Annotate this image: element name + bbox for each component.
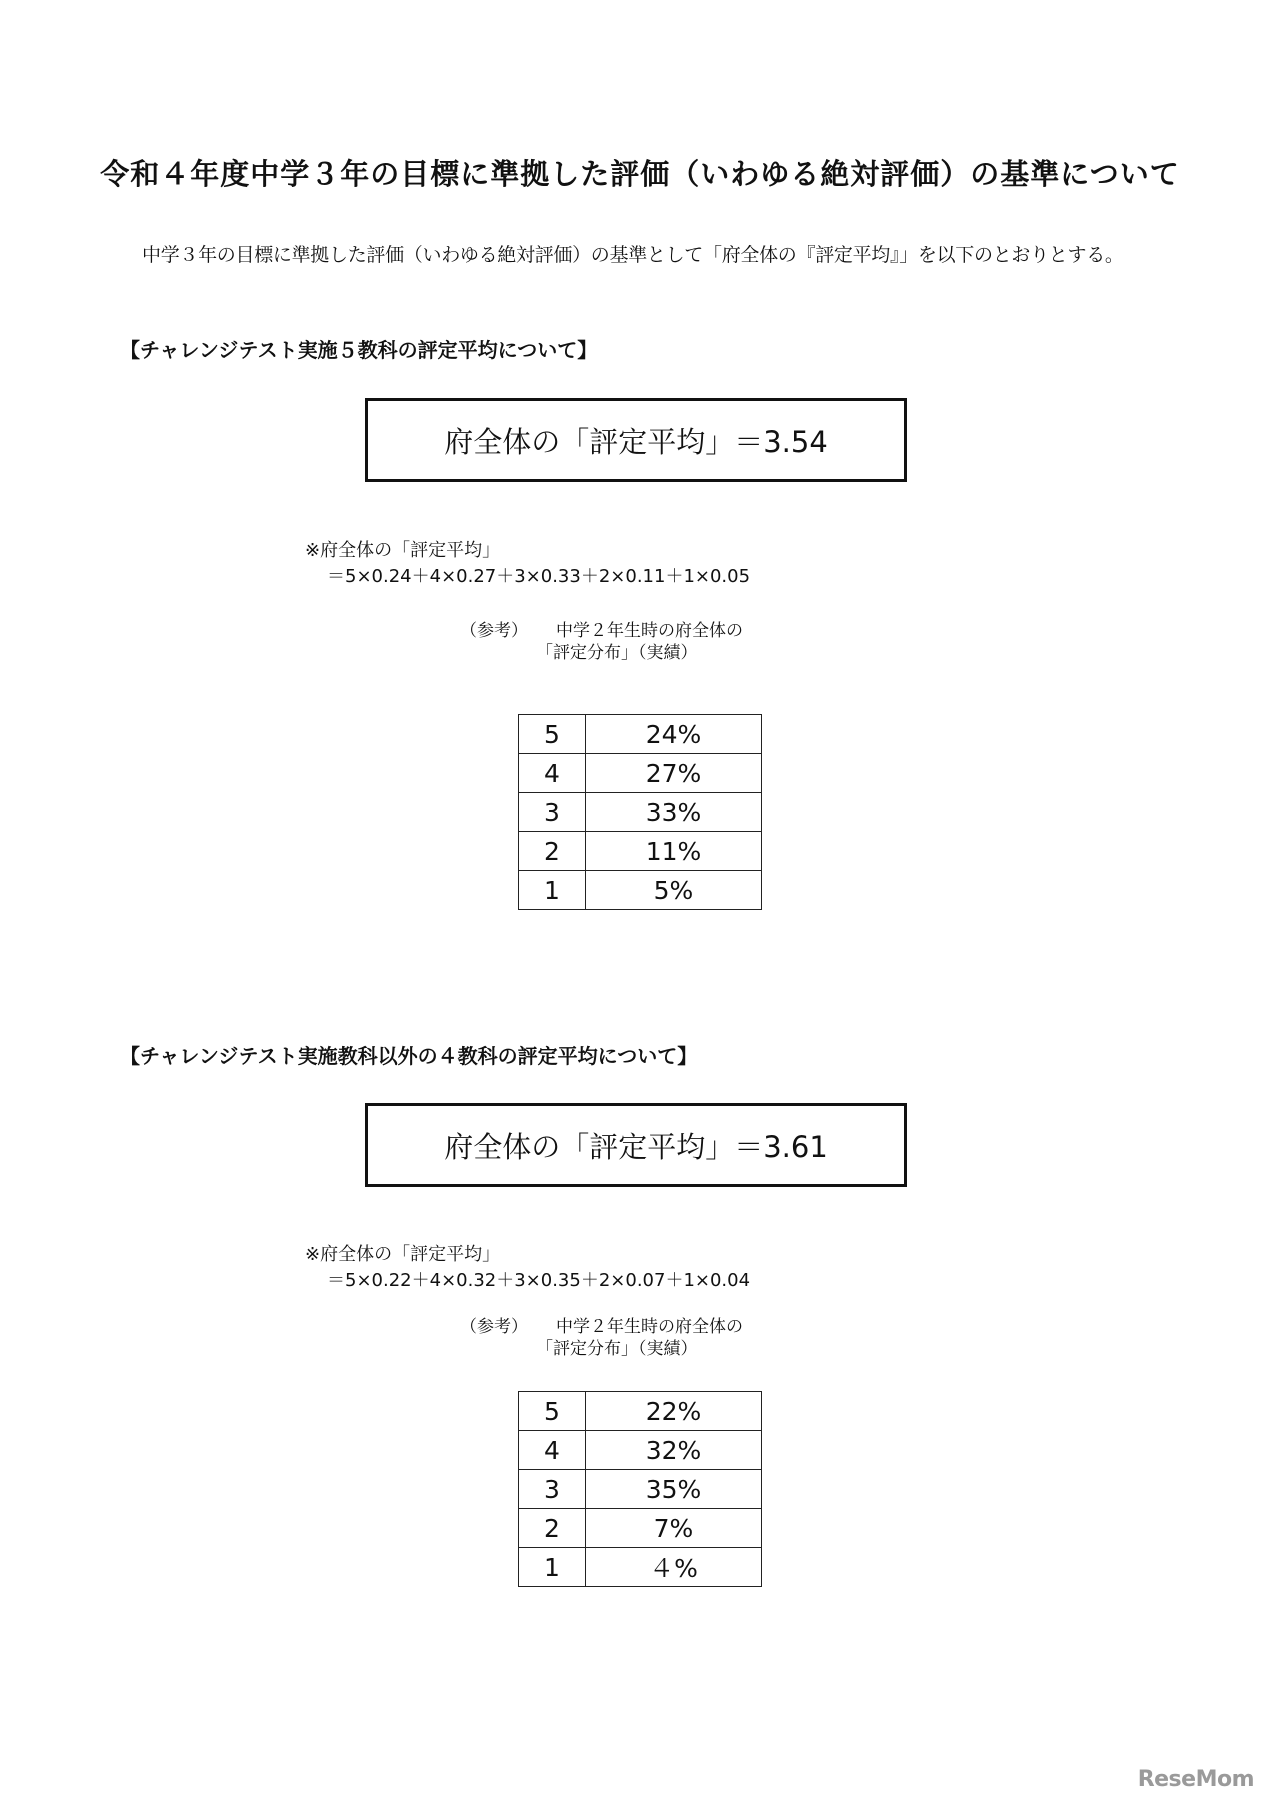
section-1-heading: 【チャレンジテスト実施５教科の評定平均について】 (120, 338, 598, 362)
percent-cell: 33% (586, 793, 762, 832)
table-row (519, 1470, 762, 1509)
section-2-formula-expression: ＝5×0.22＋4×0.32＋3×0.35＋2×0.07＋1×0.04 (327, 1270, 751, 1291)
section-2-average-box (365, 1103, 907, 1187)
table-row (519, 1392, 762, 1431)
percent-cell: ４% (586, 1548, 762, 1587)
grade-cell: 3 (519, 793, 586, 832)
section-2-reference (460, 1316, 743, 1360)
grade-cell: 5 (519, 1392, 586, 1431)
section-2-average-text: 府全体の「評定平均」＝3.61 (444, 1129, 828, 1164)
page-title: 令和４年度中学３年の目標に準拠した評価（いわゆる絶対評価）の基準について (100, 157, 1180, 191)
percent-cell: 22% (586, 1392, 762, 1431)
table-row (519, 832, 762, 871)
section-2-distribution-table (518, 1391, 762, 1587)
section-1-reference-line2: 「評定分布」（実績） (536, 643, 698, 663)
intro-text: 中学３年の目標に準拠した評価（いわゆる絶対評価）の基準として「府全体の『評定平均』」を以下のとおりとする。 (142, 244, 1124, 266)
section-1-average-text: 府全体の「評定平均」＝3.54 (444, 424, 828, 459)
section-2-formula (305, 1242, 750, 1294)
grade-cell: 4 (519, 1431, 586, 1470)
table-row (519, 1548, 762, 1587)
percent-cell: 32% (586, 1431, 762, 1470)
grade-cell: 5 (519, 715, 586, 754)
section-1-reference-label: （参考） (460, 621, 528, 641)
table-row (519, 793, 762, 832)
section-1-distribution-table (518, 714, 762, 910)
section-2-reference-line2: 「評定分布」（実績） (536, 1339, 698, 1359)
grade-cell: 2 (519, 832, 586, 871)
percent-cell: 24% (586, 715, 762, 754)
section-1-formula (305, 538, 750, 590)
table-row (519, 871, 762, 910)
resemom-logo: ReseMom (1137, 1767, 1254, 1792)
grade-cell: 2 (519, 1509, 586, 1548)
grade-cell: 3 (519, 1470, 586, 1509)
table-row (519, 1509, 762, 1548)
section-1-formula-expression: ＝5×0.24＋4×0.27＋3×0.33＋2×0.11＋1×0.05 (327, 566, 751, 587)
section-2-reference-line1: 中学２年生時の府全体の (556, 1317, 743, 1337)
grade-cell: 1 (519, 871, 586, 910)
percent-cell: 7% (586, 1509, 762, 1548)
section-1-average-box (365, 398, 907, 482)
section-1-reference-line1: 中学２年生時の府全体の (556, 621, 743, 641)
grade-cell: 1 (519, 1548, 586, 1587)
section-2-formula-label: ※府全体の「評定平均」 (305, 1244, 501, 1265)
grade-cell: 4 (519, 754, 586, 793)
table-row (519, 715, 762, 754)
table-row (519, 754, 762, 793)
percent-cell: 5% (586, 871, 762, 910)
percent-cell: 27% (586, 754, 762, 793)
section-2-heading: 【チャレンジテスト実施教科以外の４教科の評定平均について】 (120, 1044, 698, 1068)
percent-cell: 11% (586, 832, 762, 871)
section-1-formula-label: ※府全体の「評定平均」 (305, 540, 501, 561)
section-2-reference-label: （参考） (460, 1317, 528, 1337)
table-row (519, 1431, 762, 1470)
section-1-reference (460, 620, 743, 664)
percent-cell: 35% (586, 1470, 762, 1509)
